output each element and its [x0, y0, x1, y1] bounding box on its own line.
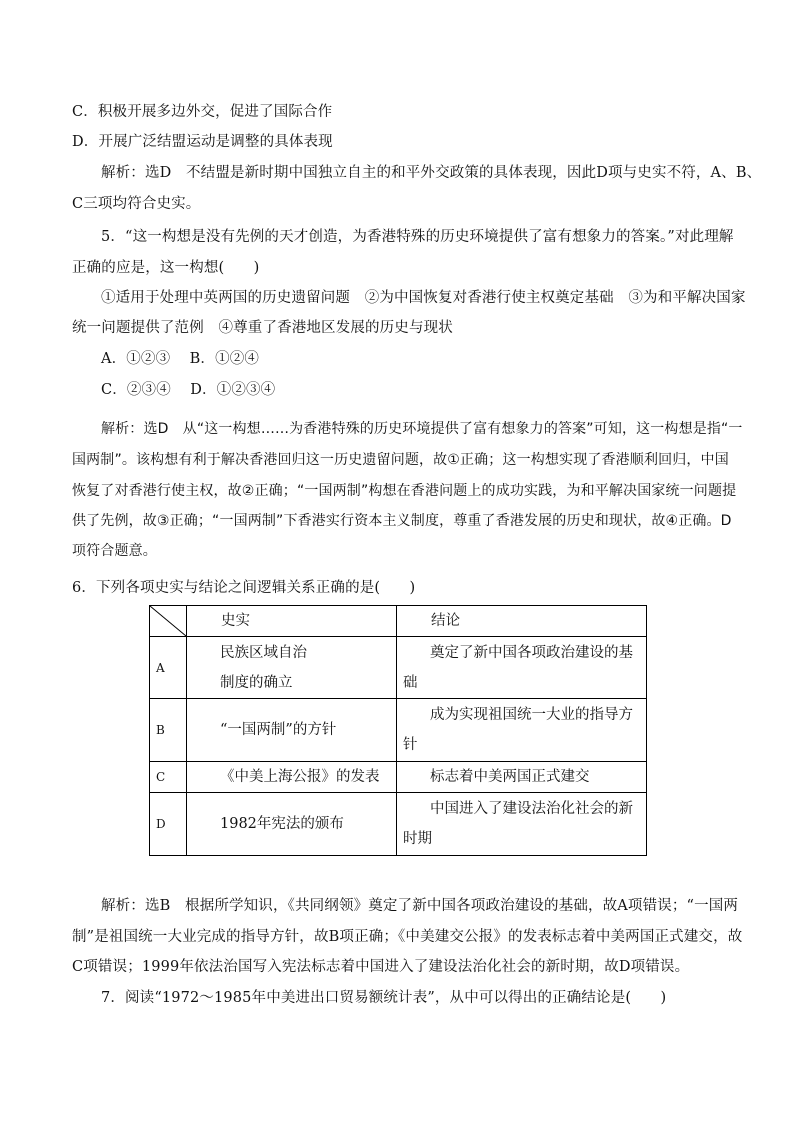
header-conclusion: 结论 [397, 606, 647, 637]
q5-analysis-line-4: 供了先例，故③正确；“一国两制”下香港实行资本主义制度，尊重了香港发展的历史和现状，故④正确。D [72, 513, 732, 529]
q5-analysis-line-1: 解析：选D 从“这一构想……为香港特殊的历史环境提供了富有想象力的答案”可知，这一构想是指“一 [101, 421, 743, 437]
row-fact [187, 637, 397, 699]
fact-line: 民族区域自治 [220, 644, 307, 661]
row-label: C [150, 762, 187, 793]
q6-stem: 6．下列各项史实与结论之间逻辑关系正确的是( ) [72, 580, 416, 596]
row-fact [187, 699, 397, 762]
conclusion-line: 奠定了新中国各项政治建设的基 [430, 644, 633, 661]
fact-line: “一国两制”的方针 [220, 722, 337, 738]
fact-line: 制度的确立 [220, 674, 293, 691]
conclusion-line: 标志着中美两国正式建交 [430, 769, 590, 785]
row-conclusion [397, 793, 647, 856]
fact-line: 1982年宪法的颁布 [220, 816, 344, 832]
q4-option-c: C．积极开展多边外交，促进了国际合作 [72, 104, 333, 120]
table-header-row [150, 606, 647, 637]
row-fact [187, 762, 397, 793]
row-conclusion [397, 637, 647, 699]
conclusion-line: 时期 [403, 831, 432, 847]
q5-options-line-1: ①适用于处理中英两国的历史遗留问题 ②为中国恢复对香港行使主权奠定基础 ③为和平解决国家 [101, 290, 746, 306]
q5-analysis-line-5: 项符合题意。 [72, 543, 157, 559]
q6-analysis-line-1: 解析：选B 根据所学知识，《共同纲领》奠定了新中国各项政治建设的基础，故A项错误；“一国两 [101, 898, 739, 914]
row-conclusion [397, 762, 647, 793]
q5-analysis-line-3: 恢复了对香港行使主权，故②正确；“一国两制”构想在香港问题上的成功实践，为和平解决国家统一问题提 [72, 483, 737, 499]
q4-option-d: D．开展广泛结盟运动是调整的具体表现 [72, 134, 333, 150]
table-row [150, 793, 647, 856]
row-fact [187, 793, 397, 856]
q7-stem: 7．阅读“1972～1985年中美进出口贸易额统计表”，从中可以得出的正确结论是( ) [101, 990, 667, 1006]
row-label: D [150, 793, 187, 856]
q6-analysis-line-3: C项错误；1999年依法治国写入宪法标志着中国进入了建设法治化社会的新时期，故D项错误。 [72, 959, 690, 975]
q6-analysis-line-2: 制”是祖国统一大业完成的指导方针，故B项正确；《中美建交公报》的发表标志着中美两国正式建交，故 [72, 929, 743, 945]
q4-analysis-line-1: 解析：选D 不结盟是新时期中国独立自主的和平外交政策的具体表现，因此D项与史实不符，A、B、 [101, 165, 762, 181]
q5-stem-line-2: 正确的应是，这一构想( ) [72, 260, 260, 276]
q6-table [149, 605, 647, 856]
diagonal-header-cell [150, 606, 187, 637]
q5-answers-cd: C．②③④ D．①②③④ [101, 382, 276, 398]
q5-options-line-2: 统一问题提供了范例 ④尊重了香港地区发展的历史与现状 [72, 320, 453, 336]
conclusion-line: 中国进入了建设法治化社会的新 [430, 801, 633, 817]
header-fact: 史实 [187, 606, 397, 637]
q4-analysis-line-2: C三项均符合史实。 [72, 196, 201, 212]
conclusion-line: 础 [403, 674, 418, 691]
row-conclusion [397, 699, 647, 762]
q5-analysis-line-2: 国两制”。该构想有利于解决香港回归这一历史遗留问题，故①正确；这一构想实现了香港顺利回归，中国 [72, 452, 729, 468]
row-label: A [150, 637, 187, 699]
table-row [150, 637, 647, 699]
q5-answers-ab: A．①②③ B．①②④ [101, 351, 260, 367]
conclusion-line: 针 [403, 737, 418, 753]
fact-line: 《中美上海公报》的发表 [220, 769, 380, 785]
table-row [150, 762, 647, 793]
row-label: B [150, 699, 187, 762]
conclusion-line: 成为实现祖国统一大业的指导方 [430, 707, 633, 723]
q5-stem-line-1: 5．“这一构想是没有先例的天才创造，为香港特殊的历史环境提供了富有想象力的答案。”对此理解 [101, 229, 734, 245]
diagonal-line [150, 606, 186, 636]
table-row [150, 699, 647, 762]
